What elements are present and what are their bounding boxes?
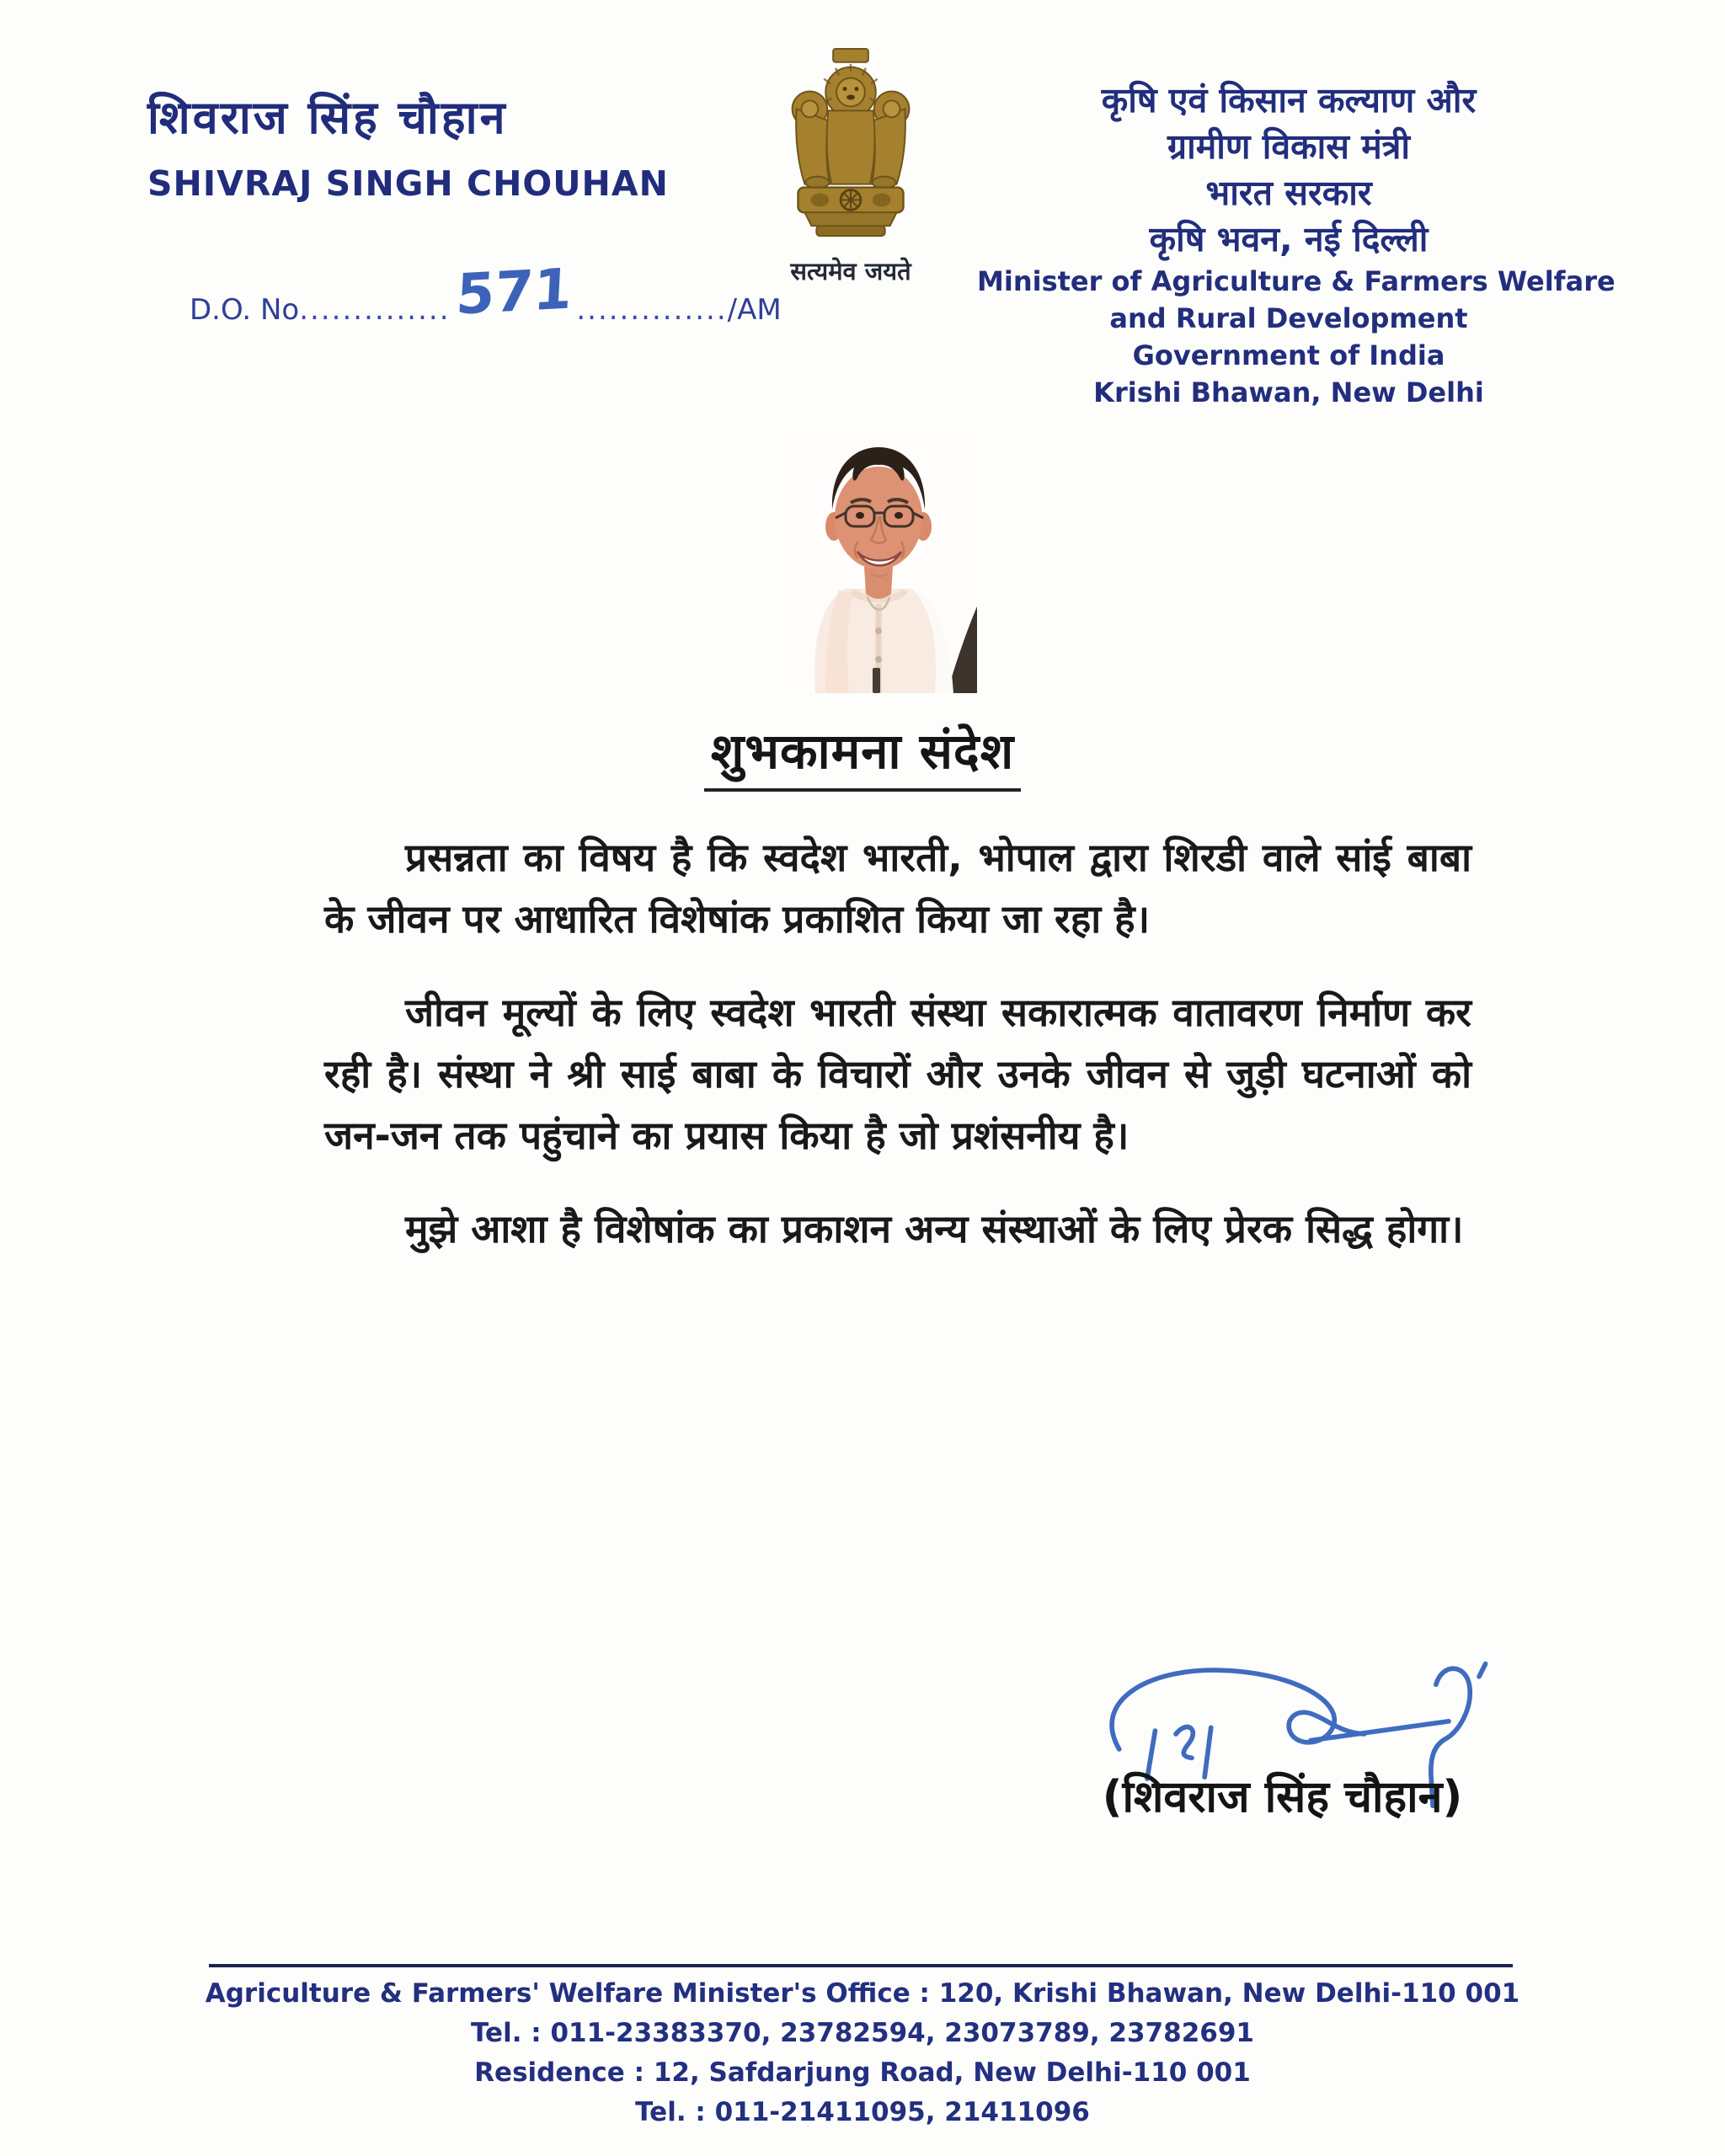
footer-divider	[209, 1964, 1513, 1967]
do-dots-left: ..............	[299, 293, 451, 327]
sender-name-english: SHIVRAJ SINGH CHOUHAN	[147, 163, 669, 204]
office-line-hindi-2: ग्रामीण विकास मंत्री	[1167, 126, 1411, 167]
paragraph-1: प्रसन्नता का विषय है कि स्वदेश भारती, भोपाल द्वारा शिरडी वाले सांई बाबा के जीवन पर आधारित विशेषांक प्रकाशित किया जा रहा है।	[324, 835, 1471, 942]
sender-block	[147, 84, 669, 204]
letter-title-row	[0, 716, 1725, 782]
office-line-hindi-4: कृषि भवन, नई दिल्ली	[1149, 219, 1429, 259]
office-line-english-2: and Rural Development	[1109, 302, 1468, 334]
sender-name-hindi: शिवराज सिंह चौहान	[147, 91, 508, 144]
office-line-english-1: Minister of Agriculture & Farmers Welfare	[977, 265, 1616, 297]
office-line-english-4: Krishi Bhawan, New Delhi	[1093, 376, 1484, 408]
office-line-english-3: Government of India	[1132, 339, 1445, 371]
do-number-handwritten: 571	[454, 256, 574, 328]
signature-block	[1053, 1657, 1512, 1825]
national-emblem-icon	[778, 232, 923, 248]
paragraph-3: मुझे आशा है विशेषांक का प्रकाशन अन्य संस्थाओं के लिए प्रेरक सिद्ध होगा।	[405, 1206, 1464, 1251]
letter-title: शुभकामना संदेश	[704, 723, 1021, 792]
emblem-motto: सत्यमेव जयते	[790, 257, 911, 286]
do-prefix: D.O. No	[190, 293, 300, 327]
footer-residence-tel: Tel. : 011-21411095, 21411096	[635, 2097, 1090, 2127]
office-line-hindi-1: कृषि एवं किसान कल्याण और	[1101, 80, 1477, 120]
footer	[0, 1974, 1725, 2132]
footer-office-line: Agriculture & Farmers' Welfare Minister's Office : 120, Krishi Bhawan, New Delhi-110 001	[205, 1978, 1520, 2009]
office-address-block	[977, 77, 1616, 411]
emblem-block	[758, 44, 943, 287]
signature-name: (शिवराज सिंह चौहान)	[1102, 1772, 1463, 1822]
do-number-line	[190, 256, 782, 333]
paragraph-2: जीवन मूल्यों के लिए स्वदेश भारती संस्था सकारात्मक वातावरण निर्माण कर रही है। संस्था ने श्री साई बाबा के विचारों और उनके जीवन से जुड़ी घटनाओं को जन-जन तक पहुंचाने का प्रयास किया है जो प्रशंसनीय है।	[324, 990, 1471, 1158]
do-dots-right: ..............	[576, 293, 728, 327]
portrait-photo	[783, 425, 977, 693]
footer-residence-line: Residence : 12, Safdarjung Road, New Delhi-110 001	[474, 2057, 1251, 2088]
footer-office-tel: Tel. : 011-23383370, 23782594, 23073789, 23782691	[471, 2018, 1254, 2048]
letter-body	[324, 827, 1471, 1292]
do-suffix: /AM	[727, 293, 782, 327]
office-line-hindi-3: भारत सरकार	[1205, 173, 1372, 213]
